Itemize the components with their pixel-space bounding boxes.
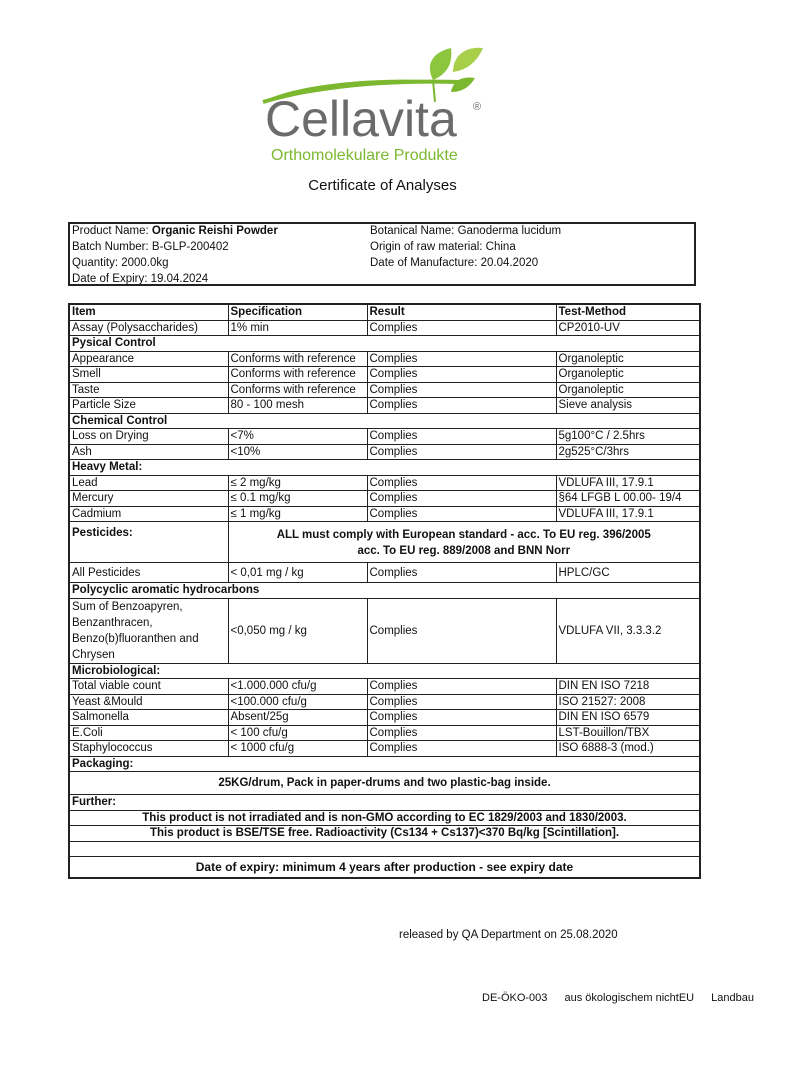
- section-microbiological: Microbiological:: [69, 663, 700, 679]
- pesticides-note: [228, 522, 700, 563]
- cell-result: Complies: [367, 679, 556, 695]
- cell-spec: ≤ 1 mg/kg: [228, 506, 367, 522]
- cell-method: VDLUFA III, 17.9.1: [556, 475, 700, 491]
- cell-method: VDLUFA VII, 3.3.3.2: [556, 598, 700, 663]
- cell-result: Complies: [367, 694, 556, 710]
- cell-spec: ≤ 2 mg/kg: [228, 475, 367, 491]
- cell-item: E.Coli: [69, 725, 228, 741]
- cell-spec: 80 - 100 mesh: [228, 398, 367, 414]
- table-header-row: [69, 304, 700, 320]
- section-chemical: Chemical Control: [69, 413, 700, 429]
- pah-item-line: Benzanthracen,: [72, 616, 153, 629]
- date-of-expiry: Date of Expiry: 19.04.2024: [72, 273, 209, 285]
- pesticides-row: [69, 522, 700, 563]
- date-of-manufacture: Date of Manufacture: 20.04.2020: [370, 257, 539, 269]
- table-row: [69, 506, 700, 522]
- table-row: [69, 491, 700, 507]
- cell-spec: < 1000 cfu/g: [228, 741, 367, 757]
- table-row: [69, 429, 700, 445]
- footer-certification: [482, 992, 768, 1004]
- botanical-name: Botanical Name: Ganoderma lucidum: [370, 225, 562, 237]
- cell-spec: ≤ 0.1 mg/kg: [228, 491, 367, 507]
- cell-spec: <0,050 mg / kg: [228, 598, 367, 663]
- cell-method: Sieve analysis: [556, 398, 700, 414]
- cell-method: CP2010-UV: [556, 320, 700, 336]
- cell-method: 5g100°C / 2.5hrs: [556, 429, 700, 445]
- pesticides-note-line-2: acc. To EU reg. 889/2008 and BNN Norr: [357, 545, 571, 557]
- cell-item: Taste: [69, 382, 228, 398]
- section-pesticides: Pesticides:: [69, 522, 228, 563]
- cell-method: HPLC/GC: [556, 563, 700, 583]
- cell-method: DIN EN ISO 6579: [556, 710, 700, 726]
- cell-result: Complies: [367, 351, 556, 367]
- cell-spec: <100.000 cfu/g: [228, 694, 367, 710]
- cell-item: Loss on Drying: [69, 429, 228, 445]
- cell-item: Yeast &Mould: [69, 694, 228, 710]
- table-row: [69, 382, 700, 398]
- table-row: [69, 710, 700, 726]
- pah-item-line: Sum of Benzoapyren,: [72, 600, 183, 613]
- cell-item: Lead: [69, 475, 228, 491]
- further-gmo-text: This product is not irradiated and is non-GMO according to EC 1829/2003 and 1830/2003.: [69, 810, 700, 826]
- cell-spec: 1% min: [228, 320, 367, 336]
- cell-item: [69, 598, 228, 663]
- empty-row: [69, 841, 700, 857]
- section-heavy-metal: Heavy Metal:: [69, 460, 700, 476]
- footer-text-2: Landbau: [711, 992, 754, 1004]
- pesticides-note-line-1: ALL must comply with European standard - acc. To EU reg. 396/2005: [276, 529, 651, 541]
- cell-method: Organoleptic: [556, 382, 700, 398]
- document-title: Certificate of Analyses: [308, 177, 457, 194]
- table-row: [69, 351, 700, 367]
- cell-method: DIN EN ISO 7218: [556, 679, 700, 695]
- cell-result: Complies: [367, 475, 556, 491]
- cell-spec: < 0,01 mg / kg: [228, 563, 367, 583]
- cell-result: Complies: [367, 382, 556, 398]
- cell-result: Complies: [367, 429, 556, 445]
- cell-result: Complies: [367, 491, 556, 507]
- release-note: released by QA Department on 25.08.2020: [399, 929, 618, 941]
- pah-item-line: Benzo(b)fluoranthen and: [72, 632, 199, 645]
- table-row: [69, 694, 700, 710]
- cell-method: 2g525°C/3hrs: [556, 444, 700, 460]
- table-row: [69, 563, 700, 583]
- footer-text: aus ökologischem nichtEU: [564, 992, 695, 1004]
- section-pah: Polycyclic aromatic hydrocarbons: [69, 583, 700, 599]
- further-bse-text: This product is BSE/TSE free. Radioactivity (Cs134 + Cs137)<370 Bq/kg [Scintillation].: [69, 826, 700, 842]
- cellavita-logo: [255, 40, 490, 170]
- cell-result: Complies: [367, 444, 556, 460]
- cell-spec: Absent/25g: [228, 710, 367, 726]
- cell-method: ISO 6888-3 (mod.): [556, 741, 700, 757]
- cell-method: Organoleptic: [556, 351, 700, 367]
- cell-spec: Conforms with reference: [228, 367, 367, 383]
- cell-result: Complies: [367, 710, 556, 726]
- table-row: [69, 475, 700, 491]
- registered-mark: ®: [473, 101, 482, 113]
- cell-item: Salmonella: [69, 710, 228, 726]
- expiry-note: Date of expiry: minimum 4 years after production - see expiry date: [69, 857, 700, 879]
- cell-result: Complies: [367, 741, 556, 757]
- cell-spec: <7%: [228, 429, 367, 445]
- cell-spec: Conforms with reference: [228, 382, 367, 398]
- table-row: [69, 367, 700, 383]
- cell-spec: <1.000.000 cfu/g: [228, 679, 367, 695]
- cell-item: Total viable count: [69, 679, 228, 695]
- cell-item: Smell: [69, 367, 228, 383]
- section-further: Further:: [69, 795, 700, 811]
- cell-method: LST-Bouillon/TBX: [556, 725, 700, 741]
- product-info-box: [68, 222, 696, 286]
- section-packaging: Packaging:: [69, 756, 700, 772]
- table-row: [69, 444, 700, 460]
- cell-item: Particle Size: [69, 398, 228, 414]
- cell-method: VDLUFA III, 17.9.1: [556, 506, 700, 522]
- cell-item: Ash: [69, 444, 228, 460]
- cell-method: Organoleptic: [556, 367, 700, 383]
- cell-spec: Conforms with reference: [228, 351, 367, 367]
- cell-result: Complies: [367, 563, 556, 583]
- table-row: [69, 598, 700, 663]
- cell-item: Cadmium: [69, 506, 228, 522]
- cell-item: Mercury: [69, 491, 228, 507]
- pah-item-line: Chrysen: [72, 648, 115, 661]
- origin: Origin of raw material: China: [370, 241, 516, 253]
- header-specification: Specification: [228, 304, 367, 320]
- table-row: [69, 679, 700, 695]
- logo-brand-text: Cellavita: [265, 91, 457, 147]
- table-row: [69, 725, 700, 741]
- specification-table: [68, 303, 701, 879]
- cell-item: All Pesticides: [69, 563, 228, 583]
- product-name: Product Name: Organic Reishi Powder: [72, 225, 278, 237]
- cell-item: Staphylococcus: [69, 741, 228, 757]
- packaging-text: 25KG/drum, Pack in paper-drums and two plastic-bag inside.: [69, 772, 700, 795]
- cell-item: Appearance: [69, 351, 228, 367]
- table-row: [69, 741, 700, 757]
- cell-result: Complies: [367, 367, 556, 383]
- cell-result: Complies: [367, 398, 556, 414]
- cell-method: ISO 21527: 2008: [556, 694, 700, 710]
- cell-result: Complies: [367, 506, 556, 522]
- logo-subtitle: Orthomolekulare Produkte: [271, 147, 458, 164]
- quantity: Quantity: 2000.0kg: [72, 257, 169, 269]
- header-test-method: Test-Method: [556, 304, 700, 320]
- header-result: Result: [367, 304, 556, 320]
- table-row: [69, 398, 700, 414]
- cell-result: Complies: [367, 320, 556, 336]
- batch-number: Batch Number: B-GLP-200402: [72, 241, 229, 253]
- table-row: [69, 320, 700, 336]
- cell-spec: < 100 cfu/g: [228, 725, 367, 741]
- section-physical: Pysical Control: [69, 336, 700, 352]
- cell-result: Complies: [367, 725, 556, 741]
- cell-result: Complies: [367, 598, 556, 663]
- header-item: Item: [69, 304, 228, 320]
- footer-code: DE-ÖKO-003: [482, 992, 548, 1004]
- cell-item: Assay (Polysaccharides): [69, 320, 228, 336]
- cell-method: §64 LFGB L 00.00- 19/4: [556, 491, 700, 507]
- cell-spec: <10%: [228, 444, 367, 460]
